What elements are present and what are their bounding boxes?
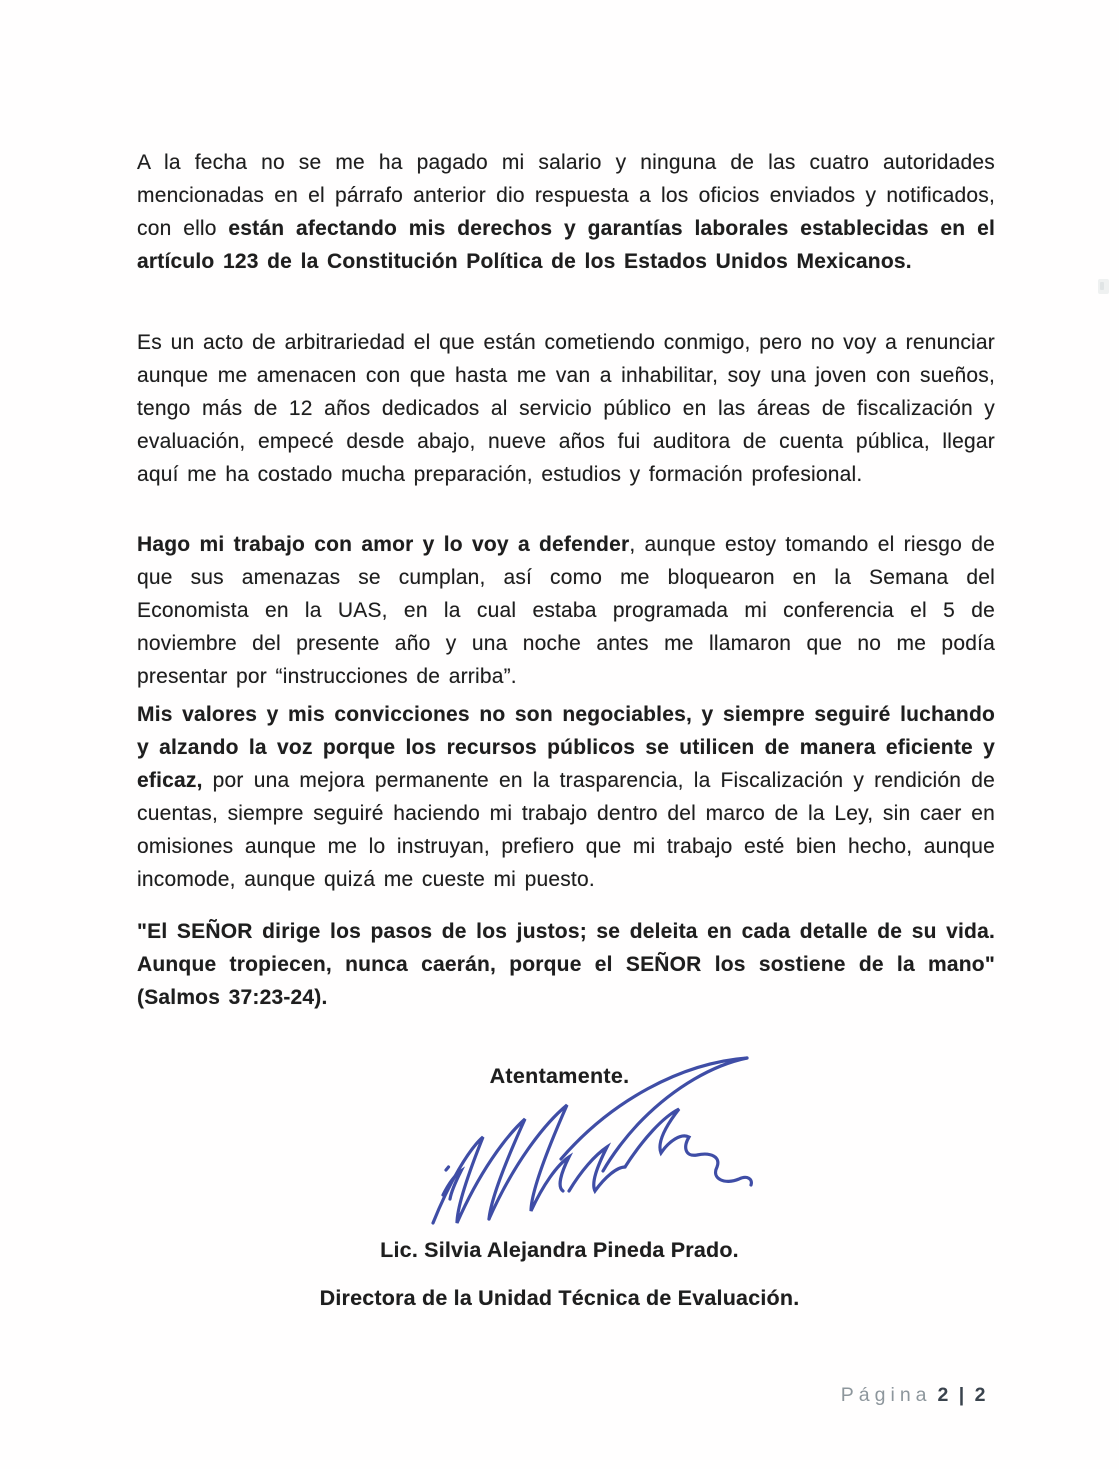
closing-salutation: Atentamente. [489, 1064, 630, 1088]
paragraph-text: Es un acto de arbitrariedad el que están cometiendo conmigo, pero no voy a renunciar aunque me amenacen con que hasta me van a inhabilitar, soy una joven con sueños, tengo más de 12 años dedicados al servicio público en las áreas de fiscalización y evaluación, empecé desde abajo, nueve años fui auditora de cuenta pública, llegar aquí me ha costado mucha preparación, estudios y formación profesional. [137, 331, 995, 486]
signature [413, 1043, 758, 1238]
page-footer [841, 1384, 988, 1407]
page-number-label: Página [840, 1384, 932, 1406]
paragraph-text: por una mejora permanente en la trasparencia, la Fiscalización y rendición de cuentas, siempre seguiré haciendo mi trabajo dentro del marco de la Ley, sin caer en omisiones aunque me lo instruyan, prefiero que mi trabajo esté bien hecho, aunque incomode, aunque quizá me cueste mi puesto. [137, 769, 995, 891]
paragraph-bible-quote: "El SEÑOR dirige los pasos de los justos; se deleita en cada detalle de su vida. Aunque tropiecen, nunca caerán, porque el SEÑOR los sostiene de la mano" (Salmos 37:23-24). [137, 920, 995, 1009]
paragraph-text: A la fecha no se me ha pagado mi salario y ninguna de las cuatro autoridades mencionadas en el párrafo anterior dio respuesta a los oficios enviados y notificados, con ello [137, 151, 995, 240]
paragraph-text-bold: Mis valores y mis convicciones no son negociables, y siempre seguiré luchando y alzando la voz porque los recursos públicos se utilicen de manera eficiente y eficaz, [137, 703, 995, 792]
paragraph-salary-complaint [137, 146, 995, 278]
scan-artifact [1098, 279, 1109, 294]
page-number-value: 2 | 2 [937, 1384, 988, 1406]
signatory-name: Lic. Silvia Alejandra Pineda Prado. [380, 1238, 739, 1262]
paragraph-text-bold: están afectando mis derechos y garantías laborales establecidas en el artículo 123 de la Constitución Política de los Estados Unidos Mexicanos. [137, 217, 995, 273]
signatory-title: Directora de la Unidad Técnica de Evaluación. [319, 1286, 800, 1310]
paragraph-arbitrariness [137, 326, 995, 491]
paragraph-values [137, 698, 995, 896]
paragraph-work-defense [137, 528, 995, 693]
signature-ink-strokes [413, 1043, 758, 1238]
paragraph-text: , aunque estoy tomando el riesgo de que sus amenazas se cumplan, así como me bloquearon en la Semana del Economista en la UAS, en la cual estaba programada mi conferencia el 5 de noviembre del presente año y una noche antes me llamaron que no me podía presentar por “instrucciones de arriba”. [137, 533, 995, 688]
paragraph-text-bold: Hago mi trabajo con amor y lo voy a defender [137, 533, 630, 556]
